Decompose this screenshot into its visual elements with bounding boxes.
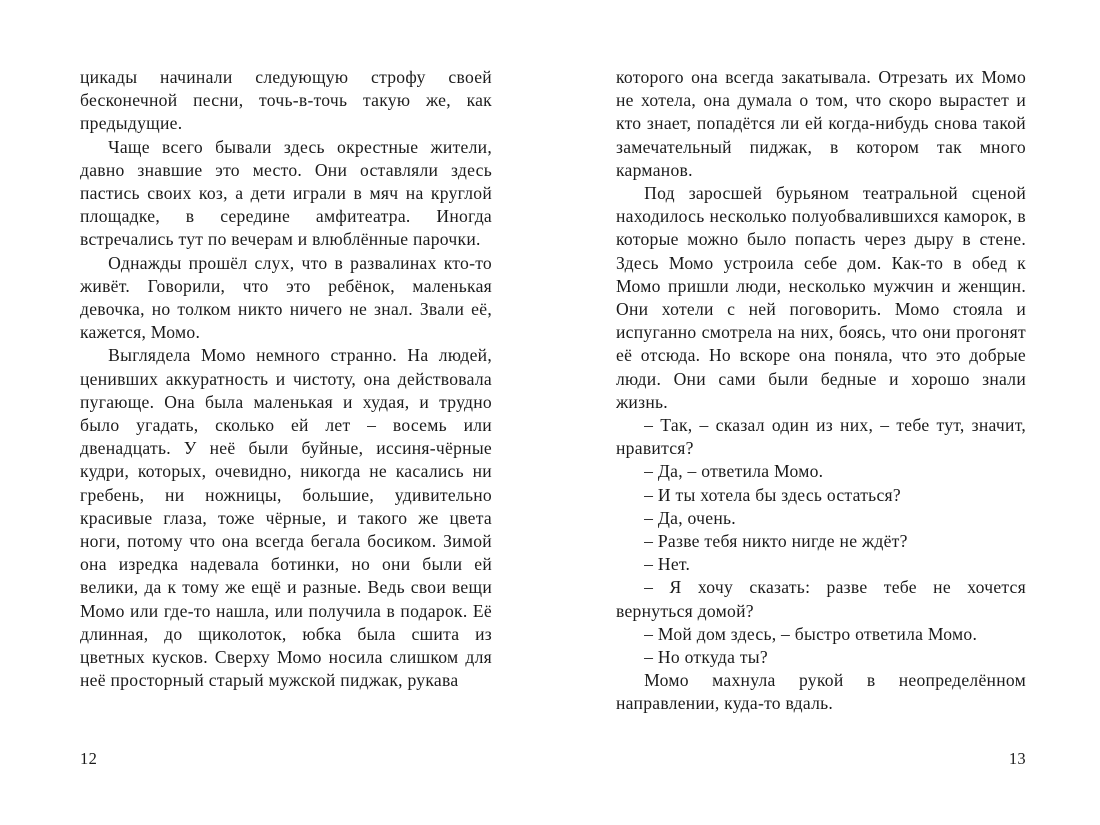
page-number-left: 12: [80, 749, 98, 768]
page-number-right: 13: [1008, 749, 1026, 768]
page-right: [616, 0, 1026, 825]
page-right-text: [616, 66, 1026, 716]
paragraph-dialogue: – Так, – сказал один из них, – тебе тут, значит, нравится?: [616, 415, 1026, 459]
paragraph-dialogue: – Мой дом здесь, – быстро ответила Момо.: [644, 623, 978, 644]
paragraph: Момо махнула рукой в неопределённом направлении, куда-то вдаль.: [616, 670, 1026, 714]
paragraph-dialogue: – И ты хотела бы здесь остаться?: [644, 484, 901, 505]
paragraph: Однажды прошёл слух, что в развалинах кто-то живёт. Говорили, что это ребёнок, маленькая девочка, но толком никто ничего не знал. Звали её, кажется, Момо.: [80, 252, 492, 343]
paragraph-dialogue: – Я хочу сказать: разве тебе не хочется вернуться домой?: [616, 577, 1026, 621]
page-left: [80, 0, 492, 825]
paragraph: Выглядела Момо немного странно. На людей, ценивших аккуратность и чистоту, она действовала пугающе. Она была маленькая и худая, и трудно было угадать, сколько ей лет – восемь или двенадцать. У неё были буйные, иссиня-чёрные кудри, которых, очевидно, никогда не касались ни гребень, ни ножницы, большие, удивительно красивые глаза, тоже чёрные, и такого же цвета ноги, потому что она всегда бегала босиком. Зимой она изредка надевала ботинки, но они были ей велики, да к тому же ещё и разные. Ведь свои вещи Момо или где-то нашла, или получила в подарок. Её длинная, до щиколоток, юбка была сшита из цветных кусков. Сверху Момо носила слишком для неё просторный старый мужской пиджак, рукава: [80, 345, 492, 691]
page-left-text: [80, 66, 492, 692]
paragraph: которого она всегда закатывала. Отрезать их Момо не хотела, она думала о том, что скоро вырастет и кто знает, попадётся ли ей когда-нибудь снова такой замечательный пиджак, в котором так много карманов.: [616, 67, 1026, 180]
paragraph: Под заросшей бурьяном театральной сценой находилось несколько полуобвалившихся каморок, в которые можно было попасть через дыру в стене. Здесь Момо устроила себе дом. Как-то в обед к Момо пришли люди, несколько мужчин и женщин. Они хотели с ней поговорить. Момо стояла и испуганно смотрела на них, боясь, что они прогонят её отсюда. Но вскоре она поняла, что это добрые люди. Они сами были бедные и хорошо знали жизнь.: [616, 183, 1026, 412]
paragraph-dialogue: – Нет.: [644, 554, 691, 575]
paragraph: цикады начинали следующую строфу своей бесконечной песни, точь-в-точь такую же, как предыдущие.: [80, 67, 492, 134]
paragraph-dialogue: – Да, очень.: [644, 507, 736, 528]
paragraph-dialogue: – Да, – ответила Момо.: [644, 461, 824, 482]
paragraph-dialogue: – Но откуда ты?: [644, 647, 768, 668]
paragraph-dialogue: – Разве тебя никто нигде не ждёт?: [644, 531, 908, 552]
paragraph: Чаще всего бывали здесь окрестные жители, давно знавшие это место. Они оставляли здесь пастись своих коз, а дети играли в мяч на круглой площадке, в середине амфитеатра. Иногда встречались тут по вечерам и влюблённые парочки.: [80, 136, 492, 250]
